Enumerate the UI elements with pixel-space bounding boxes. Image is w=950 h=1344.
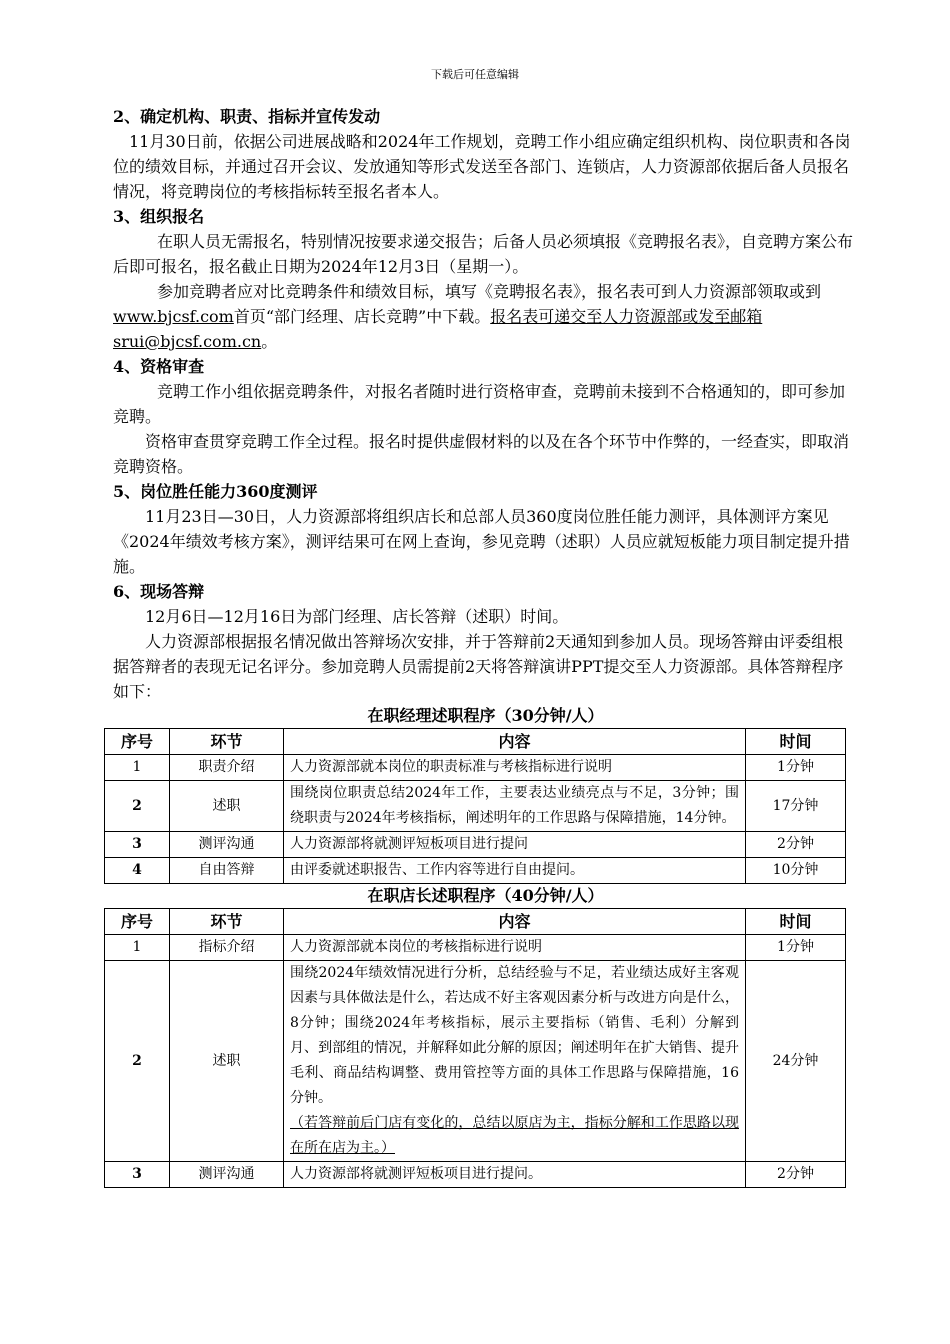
- section-4-paragraph-1: 竞聘工作小组依据竞聘条件，对报名者随时进行资格审查，竞聘前未接到不合格通知的，即可参加竞聘。: [113, 382, 846, 426]
- table-header-row: [105, 909, 846, 935]
- row-stage: 测评沟通: [170, 832, 284, 858]
- row-no: 4: [105, 858, 170, 884]
- row-time: 1分钟: [746, 755, 846, 781]
- document-body: [113, 104, 858, 1188]
- header-stage: 环节: [170, 909, 284, 935]
- table-row: [105, 858, 846, 884]
- section-4-title: 4、资格审查: [113, 357, 205, 376]
- header-no: 序号: [105, 909, 170, 935]
- row-content: [284, 961, 746, 1162]
- row-stage: 自由答辩: [170, 858, 284, 884]
- row-stage: 述职: [170, 961, 284, 1162]
- table-row: [105, 832, 846, 858]
- manager-procedure-table: [104, 728, 846, 884]
- table-row: [105, 755, 846, 781]
- page-header: 下载后可任意编辑: [431, 68, 519, 81]
- row-time: 24分钟: [746, 961, 846, 1162]
- website-link[interactable]: www.bjcsf.com: [113, 307, 234, 326]
- registration-text: 参加竞聘者应对比竞聘条件和绩效目标，填写《竞聘报名表》，报名表可到人力资源部领取或到: [157, 282, 822, 301]
- section-4-paragraph-2: 资格审查贯穿竞聘工作全过程。报名时提供虚假材料的以及在各个环节中作弊的，一经查实，即取消竞聘资格。: [113, 432, 850, 476]
- row-time: 2分钟: [746, 1162, 846, 1188]
- section-6-paragraph-2: 人力资源部根据报名情况做出答辩场次安排，并于答辩前2天通知到参加人员。现场答辩由评委组根据答辩者的表现无记名评分。参加竞聘人员需提前2天将答辩演讲PPT提交至人力资源部。具体答辩程序如下：: [113, 632, 844, 701]
- row-content: 人力资源部将就测评短板项目进行提问。: [284, 1162, 746, 1188]
- section-6-paragraph-1: 12月6日—12月16日为部门经理、店长答辩（述职）时间。: [145, 607, 569, 626]
- row-no: 1: [105, 755, 170, 781]
- section-3-paragraph-2: [113, 279, 858, 354]
- period: 。: [261, 332, 278, 351]
- row-no: 2: [105, 961, 170, 1162]
- section-3-paragraph-1: 在职人员无需报名，特别情况按要求递交报告；后备人员必须填报《竞聘报名表》，自竞聘方案公布后即可报名，报名截止日期为2024年12月3日（星期一）。: [113, 232, 854, 276]
- download-text: 首页“部门经理、店长竞聘”中下载。: [233, 307, 491, 326]
- row-stage: 测评沟通: [170, 1162, 284, 1188]
- row-time: 10分钟: [746, 858, 846, 884]
- section-2-title: 2、确定机构、职责、指标并宣传发动: [113, 107, 381, 126]
- header-content: 内容: [284, 909, 746, 935]
- row-time: 2分钟: [746, 832, 846, 858]
- row-content: 由评委就述职报告、工作内容等进行自由提问。: [284, 858, 746, 884]
- row-no: 3: [105, 1162, 170, 1188]
- row-stage: 述职: [170, 781, 284, 832]
- row-content-text: 围绕2024年绩效情况进行分析，总结经验与不足，若业绩达成好主客观因素与具体做法是什么，若达成不好主客观因素分析与改进方向是什么，8分钟；围绕2024年考核指标，展示主要指标（销售、毛利）分解到月、到部组的情况，并解释如此分解的原因；阐述明年在扩大销售、提升毛利、商品结构调整、费用管控等方面的具体工作思路与保障措施，16分钟。: [290, 965, 739, 1106]
- row-time: 17分钟: [746, 781, 846, 832]
- row-content-note: （若答辩前后门店有变化的，总结以原店为主，指标分解和工作思路以现在所在店为主。）: [290, 1115, 739, 1156]
- row-content: 围绕岗位职责总结2024年工作，主要表达业绩亮点与不足，3分钟；围绕职责与2024年考核指标，阐述明年的工作思路与保障措施，14分钟。: [284, 781, 746, 832]
- table-2-caption: 在职店长述职程序（40分钟/人）: [367, 886, 604, 905]
- section-5-paragraph: 11月23日—30日，人力资源部将组织店长和总部人员360度岗位胜任能力测评，具体测评方案见《2024年绩效考核方案》，测评结果可在网上查询，参见竞聘（述职）人员应就短板能力项目制定提升措施。: [113, 507, 850, 576]
- row-content: 人力资源部将就测评短板项目进行提问: [284, 832, 746, 858]
- table-row: [105, 1162, 846, 1188]
- row-stage: 职责介绍: [170, 755, 284, 781]
- header-content: 内容: [284, 729, 746, 755]
- table-row: [105, 935, 846, 961]
- row-stage: 指标介绍: [170, 935, 284, 961]
- section-5-title: 5、岗位胜任能力360度测评: [113, 482, 318, 501]
- header-no: 序号: [105, 729, 170, 755]
- row-time: 1分钟: [746, 935, 846, 961]
- table-header-row: [105, 729, 846, 755]
- section-3-title: 3、组织报名: [113, 207, 205, 226]
- row-no: 1: [105, 935, 170, 961]
- section-2-paragraph: 11月30日前，依据公司进展战略和2024年工作规划，竞聘工作小组应确定组织机构、岗位职责和各岗位的绩效目标，并通过召开会议、发放通知等形式发送至各部门、连锁店，人力资源部依据后备人员报名情况，将竞聘岗位的考核指标转至报名者本人。: [113, 132, 851, 201]
- row-no: 3: [105, 832, 170, 858]
- table-row: [105, 961, 846, 1162]
- header-stage: 环节: [170, 729, 284, 755]
- header-time: 时间: [746, 909, 846, 935]
- row-content: 人力资源部就本岗位的考核指标进行说明: [284, 935, 746, 961]
- store-manager-procedure-table: [104, 908, 846, 1188]
- table-1-caption: 在职经理述职程序（30分钟/人）: [367, 706, 604, 725]
- table-row: [105, 781, 846, 832]
- row-content: 人力资源部就本岗位的职责标准与考核指标进行说明: [284, 755, 746, 781]
- section-6-title: 6、现场答辩: [113, 582, 205, 601]
- email-submission-text: 报名表可递交至人力资源部或发至邮箱 srui@bjcsf.com.cn: [113, 307, 763, 351]
- header-time: 时间: [746, 729, 846, 755]
- row-no: 2: [105, 781, 170, 832]
